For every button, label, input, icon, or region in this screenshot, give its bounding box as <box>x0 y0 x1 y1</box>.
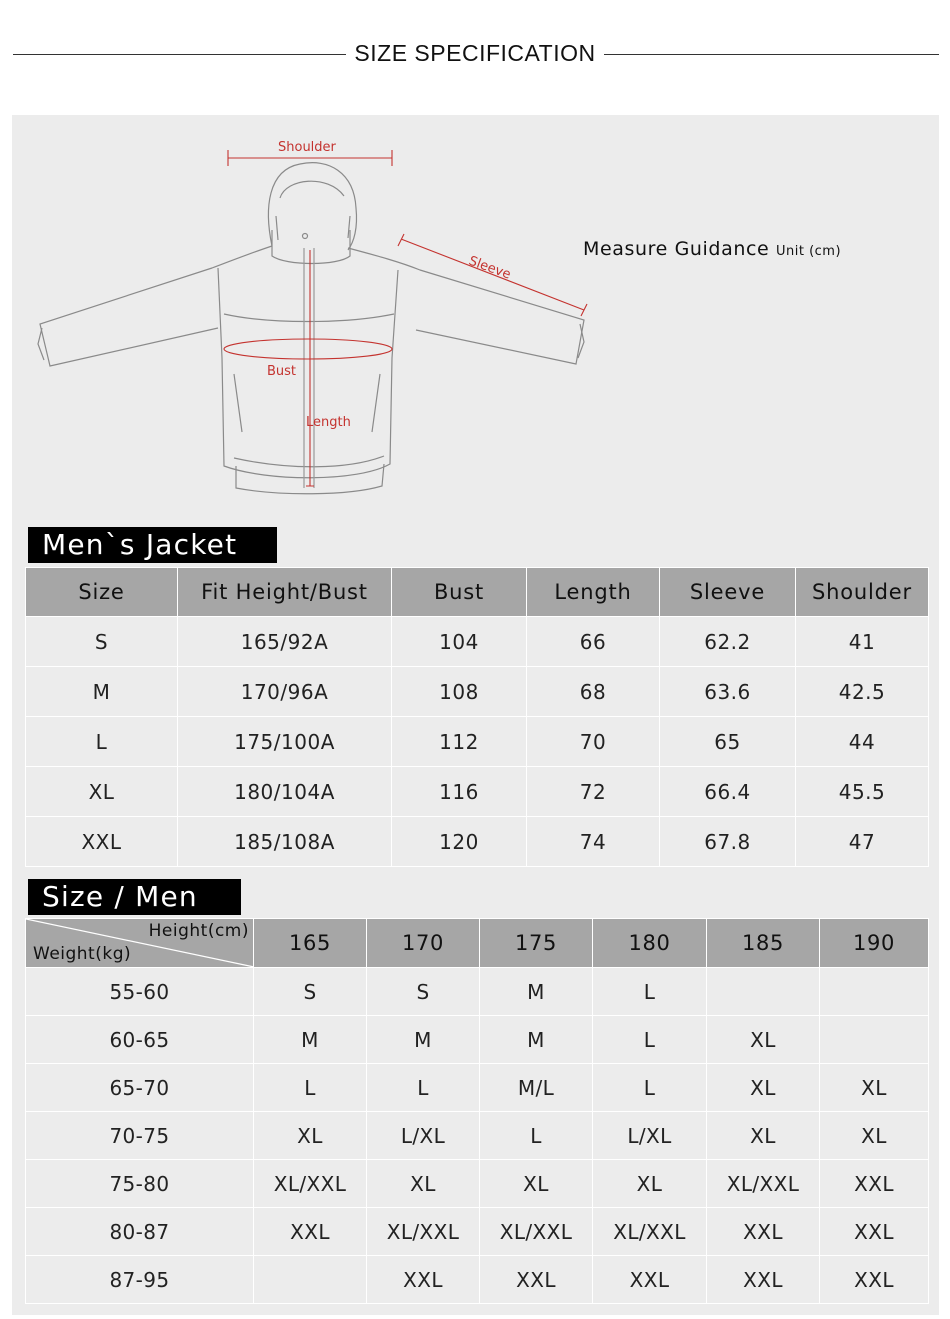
jacket-col-header: Shoulder <box>796 568 929 617</box>
weight-cell: 70-75 <box>26 1112 254 1160</box>
guidance-text: Measure Guidance <box>583 238 770 260</box>
size-cell: M <box>254 1016 367 1064</box>
size-cell <box>707 968 820 1016</box>
table-cell: 116 <box>392 767 527 817</box>
table-cell: 66.4 <box>660 767 796 817</box>
size-cell <box>820 1016 929 1064</box>
size-header-row <box>26 919 929 968</box>
weight-cell: 87-95 <box>26 1256 254 1304</box>
table-row <box>26 617 929 667</box>
weight-cell: 75-80 <box>26 1160 254 1208</box>
size-cell <box>820 968 929 1016</box>
size-table-body <box>26 968 929 1304</box>
size-guide-table <box>25 918 929 1304</box>
table-cell: XXL <box>26 817 178 867</box>
table-row <box>26 1112 929 1160</box>
size-cell: XXL <box>707 1256 820 1304</box>
table-cell: 180/104A <box>178 767 392 817</box>
weight-cell: 80-87 <box>26 1208 254 1256</box>
table-row <box>26 968 929 1016</box>
height-col-header: 165 <box>254 919 367 968</box>
table-row <box>26 767 929 817</box>
size-cell: XL <box>820 1064 929 1112</box>
table-row <box>26 817 929 867</box>
size-cell: XL/XXL <box>367 1208 480 1256</box>
sleeve-label: Sleeve <box>466 253 513 283</box>
height-col-header: 175 <box>480 919 593 968</box>
table-cell: L <box>26 717 178 767</box>
size-cell: XL/XXL <box>593 1208 707 1256</box>
table-row <box>26 717 929 767</box>
size-cell: XXL <box>820 1256 929 1304</box>
table-cell: 72 <box>527 767 660 817</box>
size-cell: XL <box>707 1064 820 1112</box>
jacket-col-header: Bust <box>392 568 527 617</box>
table-row <box>26 1208 929 1256</box>
jacket-size-table <box>25 567 929 867</box>
page-title: SIZE SPECIFICATION <box>0 40 950 67</box>
table-cell: 120 <box>392 817 527 867</box>
table-cell: 185/108A <box>178 817 392 867</box>
height-col-header: 185 <box>707 919 820 968</box>
page-header <box>0 30 950 80</box>
table-cell: 175/100A <box>178 717 392 767</box>
size-section-label: Size / Men <box>28 879 241 915</box>
shoulder-label: Shoulder <box>278 140 336 155</box>
size-cell: XL/XXL <box>707 1160 820 1208</box>
size-cell: M/L <box>480 1064 593 1112</box>
table-cell: 44 <box>796 717 929 767</box>
jacket-section-label: Men`s Jacket <box>28 527 277 563</box>
table-cell: 74 <box>527 817 660 867</box>
table-cell: 65 <box>660 717 796 767</box>
size-cell: L/XL <box>593 1112 707 1160</box>
size-cell: M <box>480 1016 593 1064</box>
size-cell: XXL <box>820 1160 929 1208</box>
table-row <box>26 1160 929 1208</box>
jacket-col-header: Size <box>26 568 178 617</box>
size-cell: XL <box>367 1160 480 1208</box>
size-cell: XL <box>820 1112 929 1160</box>
size-cell: L <box>593 968 707 1016</box>
table-row <box>26 667 929 717</box>
jacket-diagram <box>28 138 598 498</box>
size-cell: M <box>367 1016 480 1064</box>
jacket-col-header: Sleeve <box>660 568 796 617</box>
table-cell: 63.6 <box>660 667 796 717</box>
table-row <box>26 1016 929 1064</box>
size-cell: L <box>367 1064 480 1112</box>
table-cell: 62.2 <box>660 617 796 667</box>
size-cell: XL/XXL <box>254 1160 367 1208</box>
size-cell: L <box>593 1016 707 1064</box>
table-cell: 66 <box>527 617 660 667</box>
table-row <box>26 1256 929 1304</box>
size-cell: L <box>480 1112 593 1160</box>
table-cell: 104 <box>392 617 527 667</box>
table-row <box>26 1064 929 1112</box>
size-cell: XL <box>707 1016 820 1064</box>
bust-measure <box>224 339 392 359</box>
size-cell: XXL <box>254 1208 367 1256</box>
size-cell: M <box>480 968 593 1016</box>
size-cell: L <box>593 1064 707 1112</box>
weight-cell: 65-70 <box>26 1064 254 1112</box>
jacket-header-row <box>26 568 929 617</box>
size-cell: XXL <box>707 1208 820 1256</box>
measure-lines <box>224 150 587 486</box>
jacket-col-header: Length <box>527 568 660 617</box>
height-col-header: 170 <box>367 919 480 968</box>
weight-label: Weight(kg) <box>33 944 132 964</box>
size-cell: XL <box>254 1112 367 1160</box>
size-cell: L <box>254 1064 367 1112</box>
size-cell: XL/XXL <box>480 1208 593 1256</box>
height-label: Height(cm) <box>148 921 249 941</box>
table-cell: 45.5 <box>796 767 929 817</box>
weight-cell: 55-60 <box>26 968 254 1016</box>
size-cell <box>254 1256 367 1304</box>
size-cell: L/XL <box>367 1112 480 1160</box>
table-cell: 42.5 <box>796 667 929 717</box>
table-cell: 165/92A <box>178 617 392 667</box>
weight-cell: 60-65 <box>26 1016 254 1064</box>
size-cell: XL <box>707 1112 820 1160</box>
height-weight-corner <box>26 919 254 968</box>
table-cell: 67.8 <box>660 817 796 867</box>
length-label: Length <box>306 415 351 430</box>
table-cell: 47 <box>796 817 929 867</box>
size-cell: S <box>367 968 480 1016</box>
size-cell: XXL <box>820 1208 929 1256</box>
table-cell: S <box>26 617 178 667</box>
table-cell: 70 <box>527 717 660 767</box>
unit-text: Unit (cm) <box>775 244 842 259</box>
height-col-header: 190 <box>820 919 929 968</box>
size-cell: XXL <box>480 1256 593 1304</box>
table-cell: XL <box>26 767 178 817</box>
size-cell: XL <box>480 1160 593 1208</box>
table-cell: 68 <box>527 667 660 717</box>
table-cell: M <box>26 667 178 717</box>
size-cell: XL <box>593 1160 707 1208</box>
jacket-col-header: Fit Height/Bust <box>178 568 392 617</box>
length-measure <box>306 250 314 486</box>
measure-guidance <box>583 238 841 260</box>
bust-label: Bust <box>267 364 297 379</box>
size-cell: XXL <box>593 1256 707 1304</box>
table-cell: 170/96A <box>178 667 392 717</box>
jacket-outline <box>38 163 584 494</box>
size-cell: XXL <box>367 1256 480 1304</box>
size-cell: S <box>254 968 367 1016</box>
table-cell: 112 <box>392 717 527 767</box>
table-cell: 108 <box>392 667 527 717</box>
table-cell: 41 <box>796 617 929 667</box>
height-col-header: 180 <box>593 919 707 968</box>
jacket-table-body <box>26 617 929 867</box>
